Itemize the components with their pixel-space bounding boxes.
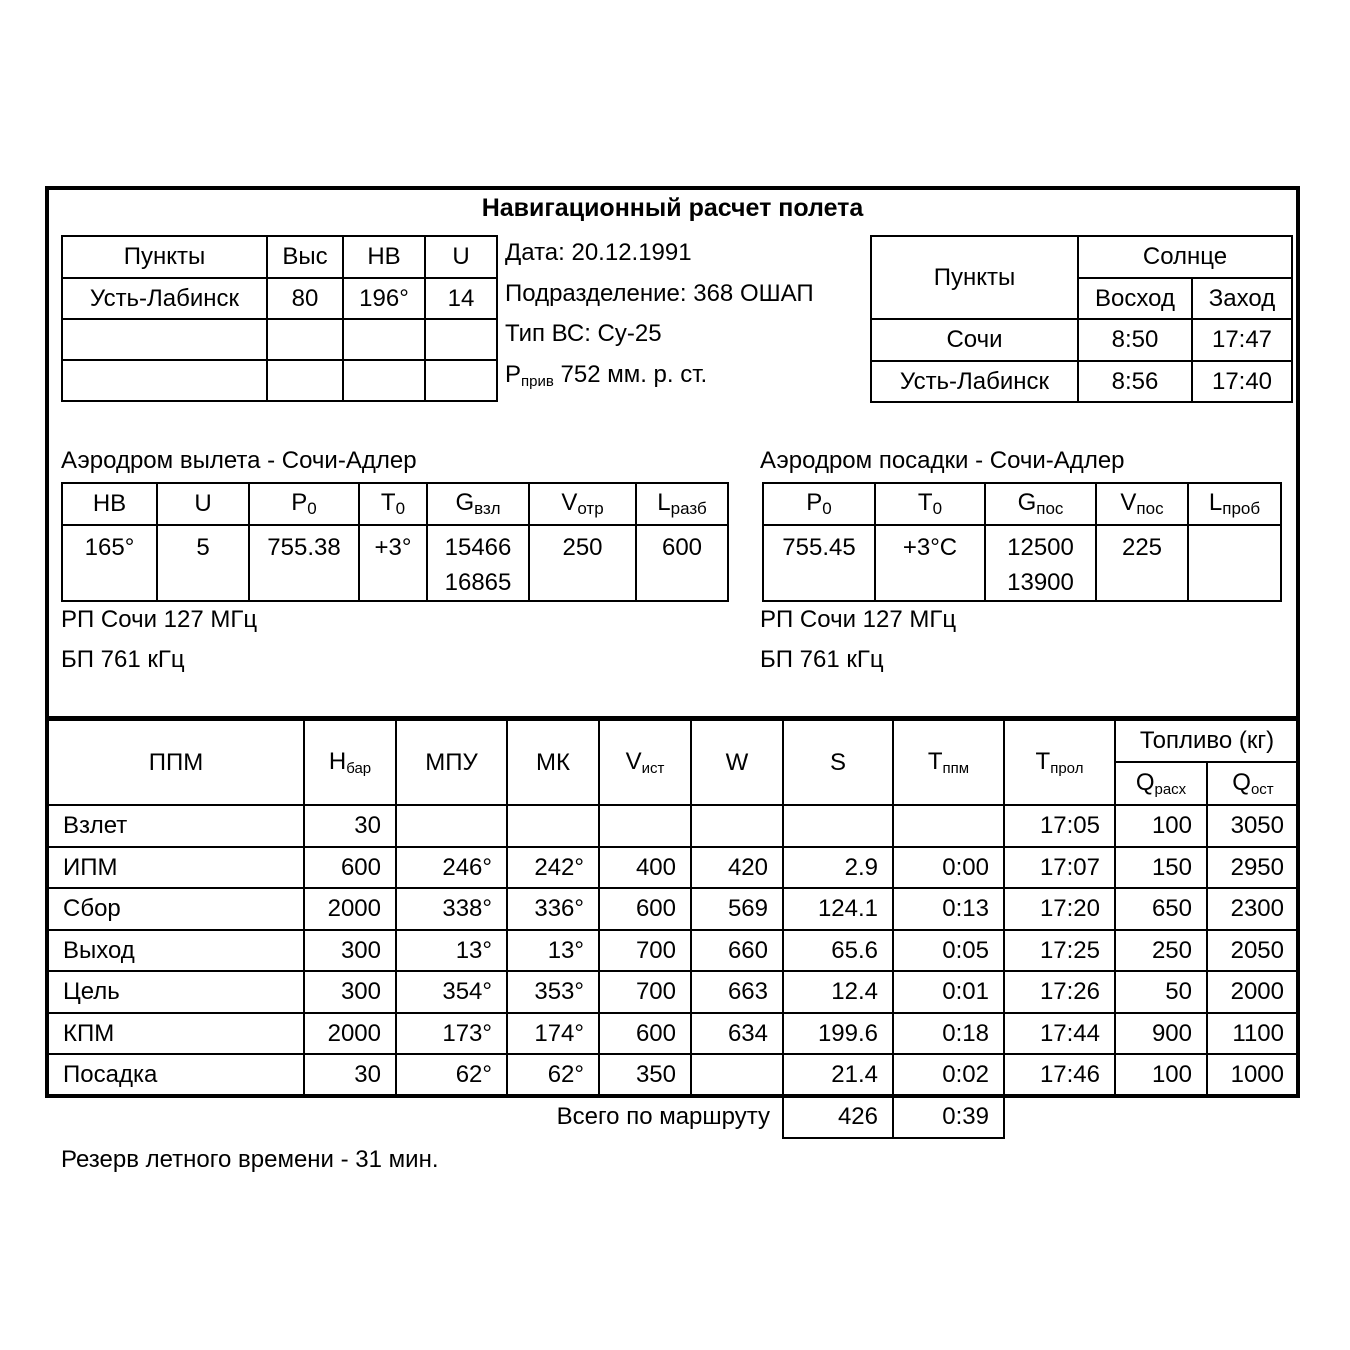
route-cell-waypoint: Сбор xyxy=(48,888,304,930)
route-cell-track-angle xyxy=(396,805,507,847)
departure-values-row xyxy=(62,525,728,601)
departure-header-pressure: $P_0$ xyxy=(249,483,359,525)
route-row xyxy=(48,930,1299,971)
sun-table xyxy=(870,235,1293,403)
route-cell-leg-time: 0:05 xyxy=(893,930,1004,971)
route-cell-ground-speed: 663 xyxy=(691,971,783,1013)
landing-cell: 755.45 xyxy=(763,525,875,601)
route-cell-ground-speed: 420 xyxy=(691,847,783,888)
route-cell-leg-time: 0:02 xyxy=(893,1054,1004,1095)
points-cell xyxy=(425,319,497,360)
points-row xyxy=(62,319,497,360)
route-cell-pass-time: 17:25 xyxy=(1004,930,1115,971)
route-cell-fuel-remaining: 2050 xyxy=(1207,930,1299,971)
route-header-waypoint: ППМ xyxy=(48,720,304,805)
landing-radio-bp: БП 761 кГц xyxy=(760,646,884,673)
route-cell-true-airspeed xyxy=(599,805,691,847)
route-header-altitude: $H_{бар}$ xyxy=(304,720,396,805)
unit-text: Подразделение: 368 ОШАП xyxy=(505,280,814,307)
route-cell-track-angle: 338° xyxy=(396,888,507,930)
sun-cell: 8:56 xyxy=(1078,361,1192,402)
pressure-text xyxy=(505,361,707,390)
route-cell-pass-time: 17:07 xyxy=(1004,847,1115,888)
landing-header-speed: $V_{пос}$ xyxy=(1096,483,1188,525)
route-cell-waypoint: КПМ xyxy=(48,1013,304,1054)
route-row xyxy=(48,971,1299,1013)
route-cell-altitude: 300 xyxy=(304,930,396,971)
route-cell-waypoint: Цель xyxy=(48,971,304,1013)
route-cell-pass-time: 17:46 xyxy=(1004,1054,1115,1095)
route-cell-pass-time: 17:05 xyxy=(1004,805,1115,847)
route-cell-fuel-remaining: 1100 xyxy=(1207,1013,1299,1054)
points-row xyxy=(62,360,497,401)
departure-header-liftoff-speed: $V_{отр}$ xyxy=(529,483,636,525)
departure-header-temp: $T_0$ xyxy=(359,483,427,525)
route-cell-leg-time: 0:00 xyxy=(893,847,1004,888)
page-title: Навигационный расчет полета xyxy=(481,194,864,222)
route-header-track-angle: МПУ xyxy=(396,720,507,805)
route-cell-fuel-used: 250 xyxy=(1115,930,1207,971)
points-cell xyxy=(62,360,267,401)
route-cell-fuel-remaining: 2950 xyxy=(1207,847,1299,888)
route-cell-pass-time: 17:20 xyxy=(1004,888,1115,930)
route-cell-distance: 21.4 xyxy=(783,1054,893,1095)
route-cell-distance: 65.6 xyxy=(783,930,893,971)
route-totals-table xyxy=(782,1097,1005,1139)
route-cell-pass-time: 17:26 xyxy=(1004,971,1115,1013)
route-cell-magnetic-heading: 13° xyxy=(507,930,599,971)
route-header-fuel-used: $Q_{расх}$ xyxy=(1115,762,1207,805)
route-cell-fuel-used: 900 xyxy=(1115,1013,1207,1054)
route-cell-true-airspeed: 600 xyxy=(599,1013,691,1054)
departure-header-wind-dir: НВ xyxy=(62,483,157,525)
landing-values-row xyxy=(763,525,1281,601)
route-total-label: Всего по маршруту xyxy=(556,1103,770,1130)
sun-header-sunrise: Восход xyxy=(1078,278,1192,319)
route-row xyxy=(48,888,1299,930)
landing-header-temp: $T_0$ xyxy=(875,483,985,525)
route-cell-true-airspeed: 700 xyxy=(599,930,691,971)
landing-header-rollout: $L_{проб}$ xyxy=(1188,483,1281,525)
route-header-magnetic-heading: МК xyxy=(507,720,599,805)
route-total-distance: 426 xyxy=(783,1097,893,1138)
route-cell-true-airspeed: 350 xyxy=(599,1054,691,1095)
departure-table xyxy=(61,482,729,602)
landing-cell: 225 xyxy=(1096,525,1188,601)
departure-header-takeoff-run: $L_{разб}$ xyxy=(636,483,728,525)
departure-header-weight: $G_{взл}$ xyxy=(427,483,529,525)
sun-header-sun: Солнце xyxy=(1078,236,1292,278)
route-header-true-airspeed: $V_{ист}$ xyxy=(599,720,691,805)
route-cell-track-angle: 62° xyxy=(396,1054,507,1095)
route-cell-leg-time: 0:18 xyxy=(893,1013,1004,1054)
points-header-wind-speed: U xyxy=(425,236,497,278)
route-total-time: 0:39 xyxy=(893,1097,1004,1138)
route-cell-leg-time: 0:13 xyxy=(893,888,1004,930)
route-cell-magnetic-heading: 62° xyxy=(507,1054,599,1095)
departure-cell: 250 xyxy=(529,525,636,601)
route-cell-altitude: 30 xyxy=(304,805,396,847)
route-cell-magnetic-heading: 242° xyxy=(507,847,599,888)
pressure-symbol: P xyxy=(505,361,522,388)
route-cell-distance: 199.6 xyxy=(783,1013,893,1054)
route-cell-altitude: 2000 xyxy=(304,888,396,930)
route-cell-fuel-remaining: 2300 xyxy=(1207,888,1299,930)
landing-cell-weight: 12500 13900 xyxy=(985,525,1096,601)
route-cell-distance: 2.9 xyxy=(783,847,893,888)
departure-cell: 5 xyxy=(157,525,249,601)
departure-cell: 755.38 xyxy=(249,525,359,601)
landing-label: Аэродром посадки - Сочи-Адлер xyxy=(760,447,1125,474)
points-cell: Усть-Лабинск xyxy=(62,278,267,319)
points-cell xyxy=(267,319,343,360)
points-cell xyxy=(343,360,425,401)
aircraft-type-text: Тип ВС: Су-25 xyxy=(505,320,662,347)
route-cell-pass-time: 17:44 xyxy=(1004,1013,1115,1054)
route-cell-waypoint: Выход xyxy=(48,930,304,971)
route-cell-track-angle: 13° xyxy=(396,930,507,971)
route-cell-true-airspeed: 700 xyxy=(599,971,691,1013)
route-cell-altitude: 300 xyxy=(304,971,396,1013)
route-cell-ground-speed: 634 xyxy=(691,1013,783,1054)
route-cell-fuel-used: 100 xyxy=(1115,1054,1207,1095)
sun-row xyxy=(871,319,1292,361)
route-cell-magnetic-heading: 353° xyxy=(507,971,599,1013)
departure-radio-bp: БП 761 кГц xyxy=(61,646,185,673)
departure-cell: 600 xyxy=(636,525,728,601)
route-cell-ground-speed xyxy=(691,1054,783,1095)
points-cell xyxy=(267,360,343,401)
pressure-value: 752 мм. р. ст. xyxy=(553,361,708,388)
landing-radio-rp: РП Сочи 127 МГц xyxy=(760,606,957,633)
sun-header-points: Пункты xyxy=(871,236,1078,319)
route-row xyxy=(48,1013,1299,1054)
route-cell-waypoint: Посадка xyxy=(48,1054,304,1095)
route-cell-fuel-used: 150 xyxy=(1115,847,1207,888)
route-cell-fuel-used: 50 xyxy=(1115,971,1207,1013)
route-cell-true-airspeed: 600 xyxy=(599,888,691,930)
route-cell-distance: 124.1 xyxy=(783,888,893,930)
sun-cell: 17:40 xyxy=(1192,361,1292,402)
sun-cell: Сочи xyxy=(871,319,1078,361)
route-cell-ground-speed: 660 xyxy=(691,930,783,971)
route-row xyxy=(48,805,1299,847)
route-header-fuel: Топливо (кг) xyxy=(1115,720,1299,762)
route-cell-fuel-remaining: 3050 xyxy=(1207,805,1299,847)
landing-header-weight: $G_{пос}$ xyxy=(985,483,1096,525)
route-header-fuel-remaining: $Q_{ост}$ xyxy=(1207,762,1299,805)
route-cell-magnetic-heading: 174° xyxy=(507,1013,599,1054)
route-cell-magnetic-heading: 336° xyxy=(507,888,599,930)
departure-cell-weight: 15466 16865 xyxy=(427,525,529,601)
sun-cell: 17:47 xyxy=(1192,319,1292,361)
sun-header-sunset: Заход xyxy=(1192,278,1292,319)
route-cell-altitude: 2000 xyxy=(304,1013,396,1054)
route-cell-ground-speed xyxy=(691,805,783,847)
route-cell-fuel-remaining: 2000 xyxy=(1207,971,1299,1013)
sun-row xyxy=(871,361,1292,402)
route-cell-track-angle: 173° xyxy=(396,1013,507,1054)
route-cell-altitude: 600 xyxy=(304,847,396,888)
points-header-wind-dir: НВ xyxy=(343,236,425,278)
route-table xyxy=(47,719,1300,1096)
points-cell xyxy=(425,360,497,401)
route-cell-distance: 12.4 xyxy=(783,971,893,1013)
route-header-pass-time: $T_{прол}$ xyxy=(1004,720,1115,805)
points-header-name: Пункты xyxy=(62,236,267,278)
points-cell xyxy=(343,319,425,360)
route-cell-altitude: 30 xyxy=(304,1054,396,1095)
sun-cell: Усть-Лабинск xyxy=(871,361,1078,402)
date-text: Дата: 20.12.1991 xyxy=(505,239,692,266)
route-cell-fuel-remaining: 1000 xyxy=(1207,1054,1299,1095)
departure-cell: 165° xyxy=(62,525,157,601)
departure-header-wind-speed: U xyxy=(157,483,249,525)
points-cell xyxy=(62,319,267,360)
route-cell-waypoint: Взлет xyxy=(48,805,304,847)
departure-radio-rp: РП Сочи 127 МГц xyxy=(61,606,258,633)
route-cell-magnetic-heading xyxy=(507,805,599,847)
reserve-note: Резерв летного времени - 31 мин. xyxy=(61,1146,439,1173)
route-cell-true-airspeed: 400 xyxy=(599,847,691,888)
points-row xyxy=(62,278,497,319)
route-cell-waypoint: ИПМ xyxy=(48,847,304,888)
points-cell: 80 xyxy=(267,278,343,319)
route-cell-track-angle: 246° xyxy=(396,847,507,888)
landing-table xyxy=(762,482,1282,602)
departure-cell: +3° xyxy=(359,525,427,601)
landing-cell: +3°C xyxy=(875,525,985,601)
points-cell: 196° xyxy=(343,278,425,319)
route-cell-ground-speed: 569 xyxy=(691,888,783,930)
route-cell-fuel-used: 100 xyxy=(1115,805,1207,847)
route-row xyxy=(48,1054,1299,1095)
departure-label: Аэродром вылета - Сочи-Адлер xyxy=(61,447,417,474)
route-header-leg-time: $T_{ппм}$ xyxy=(893,720,1004,805)
sun-cell: 8:50 xyxy=(1078,319,1192,361)
route-header-ground-speed: W xyxy=(691,720,783,805)
landing-cell xyxy=(1188,525,1281,601)
route-cell-distance xyxy=(783,805,893,847)
route-row xyxy=(48,847,1299,888)
route-cell-track-angle: 354° xyxy=(396,971,507,1013)
route-cell-fuel-used: 650 xyxy=(1115,888,1207,930)
landing-header-pressure: $P_0$ xyxy=(763,483,875,525)
route-cell-leg-time xyxy=(893,805,1004,847)
pressure-subscript: прив xyxy=(521,373,554,390)
points-cell: 14 xyxy=(425,278,497,319)
points-header-alt: Выс xyxy=(267,236,343,278)
route-header-distance: S xyxy=(783,720,893,805)
route-cell-leg-time: 0:01 xyxy=(893,971,1004,1013)
points-table xyxy=(61,235,498,402)
